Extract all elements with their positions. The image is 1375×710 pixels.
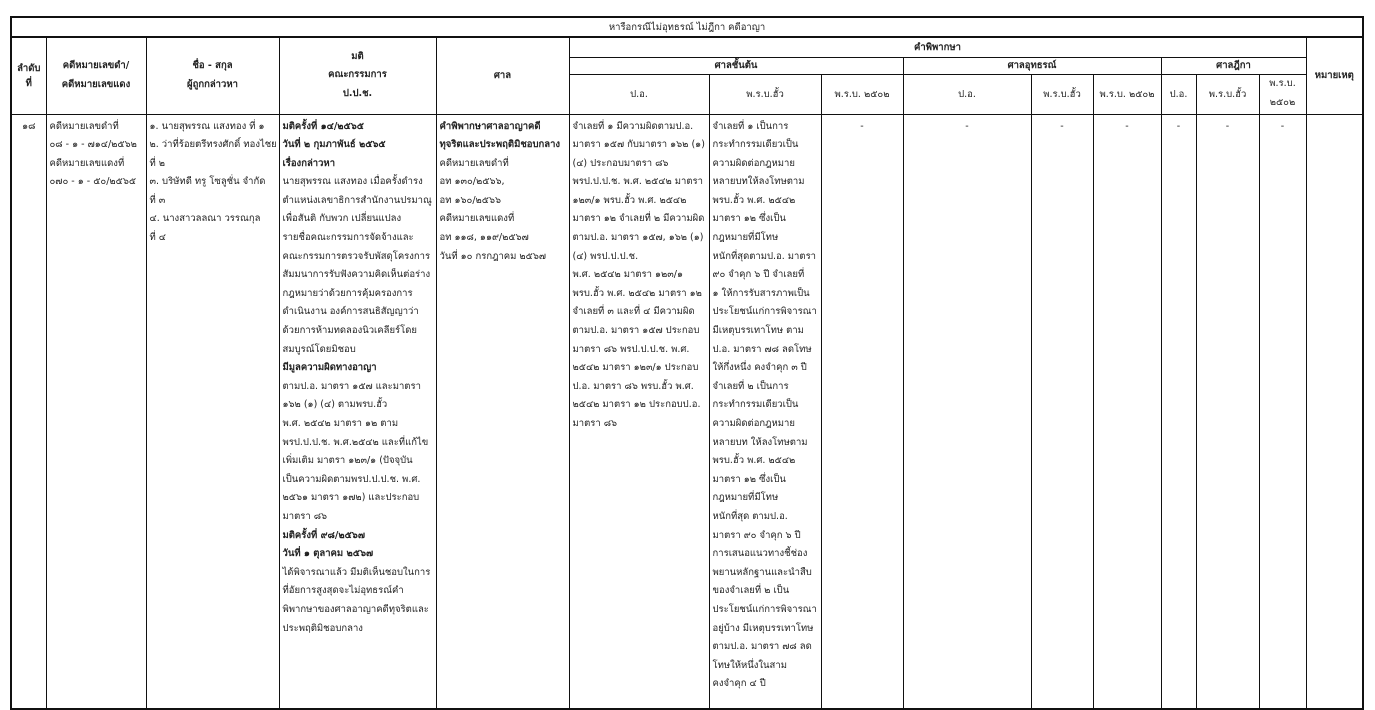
cell-names (146, 114, 279, 709)
text-line: วันที่ ๑๐ กรกฎาคม ๒๕๖๗ (439, 250, 547, 262)
text-line: ๑๒๓/๑ พรบ.ฮั้ว พ.ศ. ๒๕๔๒ (572, 194, 687, 206)
text-line: วันที่ ๒ กุมภาพันธ์ ๒๕๖๕ (282, 139, 386, 151)
header-appeal-court: ศาลอุทธรณ์ (903, 57, 1161, 74)
text-line: ๔. นางสาวลลณา วรรณกุล (149, 213, 261, 225)
header-supreme-po: ป.อ. (1161, 74, 1196, 114)
text-line: ป.อ. มาตรา ๗๘ ลดโทษ (712, 343, 812, 355)
text-line: พรบ.ฮั้ว พ.ศ. ๒๕๔๒ (712, 455, 796, 467)
text-line: ๒๕๖๑ มาตรา ๑๗๒) และประกอบ (282, 492, 420, 504)
text-line: กฎหมายที่มีโทษ (712, 232, 779, 244)
header-judgment: คำพิพากษา (569, 37, 1306, 57)
header-remarks: หมายเหตุ (1306, 37, 1363, 114)
text-line: อยู่บ้าง มีเหตุบรรเทาโทษ (712, 622, 814, 634)
text-line: เพื่อสันติ กับพวก เปลี่ยนแปลง (282, 213, 402, 225)
text-line: คดีหมายเลขแดงที่ (49, 157, 125, 169)
text-line: กระทำกรรมเดียวเป็น (712, 139, 799, 151)
cell-first-po (569, 114, 709, 709)
text-line: คดีหมายเลขดำที่ (49, 120, 119, 132)
text-line: ประโยชน์แก่การพิจารณา (712, 603, 817, 615)
cell-appeal-hua: - (1031, 114, 1093, 709)
cell-no: ๑๘ (11, 114, 46, 709)
header-appeal-po: ป.อ. (903, 74, 1031, 114)
cell-first-hua (709, 114, 821, 709)
header-resolution: มติ คณะกรรมการ ป.ป.ช. (279, 37, 436, 114)
text-line: ๑๖๒ (๑) (๔) ตามพรบ.ฮั้ว (282, 399, 388, 411)
header-supreme-2502: พ.ร.บ. ๒๕๐๒ (1259, 74, 1306, 114)
text-line: อท ๑๑๘, ๑๑๙/๒๕๖๗ (439, 232, 529, 244)
cell-appeal-2502: - (1093, 114, 1161, 709)
text-line: ๒๕๔๒ มาตรา ๑๒ ประกอบป.อ. (572, 399, 701, 411)
header-first-hua: พ.ร.บ.ฮั้ว (709, 74, 821, 114)
cell-supreme-2502: - (1259, 114, 1306, 709)
header-first-2502: พ.ร.บ. ๒๕๐๒ (821, 74, 903, 114)
text-line: มาตรา ๑๒ จำเลยที่ ๒ มีความผิด (572, 213, 705, 225)
text-line: ประโยชน์แก่การพิจารณา (712, 306, 817, 318)
header-court: ศาล (436, 37, 569, 114)
text-line: ดำเนินงาน องค์การสนธิสัญญาว่า (282, 306, 419, 318)
text-line: คำพิพากษาศาลอาญาคดี (439, 120, 541, 132)
text-line: กฎหมายที่มีโทษ (712, 492, 779, 504)
text-line: ๑. นายสุพรรณ แสงทอง ที่ ๑ (149, 120, 265, 132)
text-line: สัมมนาการรับฟังความคิดเห็นต่อร่าง (282, 269, 431, 281)
text-line: มาตรา ๑๕๗ กับมาตรา ๑๖๒ (๑) (572, 139, 705, 151)
cell-court (436, 114, 569, 709)
header-name: ชื่อ - สกุล ผู้ถูกกล่าวหา (146, 37, 279, 114)
text-line: ตามป.อ. มาตรา ๑๕๗, ๑๖๒ (๑) (572, 232, 704, 244)
text-line: พรป.ป.ป.ช. พ.ศ. ๒๕๔๒ มาตรา (572, 176, 703, 188)
text-line: ตามป.อ. มาตรา ๑๕๗ และมาตรา (282, 380, 421, 392)
text-line: มาตรา ๑๒ ซึ่งเป็น (712, 473, 786, 485)
text-line: ๙๐ จำคุก ๖ ปี จำเลยที่ (712, 269, 805, 281)
cell-supreme-po: - (1161, 114, 1196, 709)
header-first-po: ป.อ. (569, 74, 709, 114)
text-line: มีเหตุบรรเทาโทษ ตาม (712, 325, 804, 337)
text-line: ด้วยการห้ามทดลองนิวเคลียร์โดย (282, 325, 417, 337)
text-line: มติครั้งที่ ๑๔/๒๕๖๕ (282, 120, 364, 132)
text-line: ที่ ๓ (149, 194, 166, 206)
text-line: ที่ ๒ (149, 157, 166, 169)
text-line: ประพฤติมิชอบกลาง (282, 622, 363, 634)
header-first-court: ศาลชั้นต้น (569, 57, 903, 74)
text-line: หลายบท ให้ลงโทษตาม (712, 436, 808, 448)
text-line: มาตรา ๘๖ (572, 418, 618, 429)
text-line: คงจำคุก ๔ ปี (712, 678, 766, 690)
text-line: คณะกรรมการตรวจรับพัสดุโครงการ (282, 250, 431, 262)
text-line: พ.ศ. ๒๕๔๒ มาตรา ๑๒ ตาม (282, 418, 399, 429)
text-line: (๔) ประกอบมาตรา ๘๖ (572, 157, 669, 169)
text-line: อท ๑๓๐/๒๕๖๖, (439, 176, 505, 188)
text-line: พิพากษาของศาลอาญาคดีทุจริตและ (282, 603, 429, 615)
text-line: ตามป.อ. มาตรา ๑๕๗ ประกอบ (572, 325, 700, 337)
text-line: ๒. ว่าที่ร้อยตรีทรงศักดิ์ ทองไชย (149, 139, 277, 151)
header-no: ลำดับ ที่ (11, 37, 46, 114)
cell-resolution (279, 114, 436, 709)
text-line: คดีหมายเลขดำที่ (439, 157, 509, 169)
text-line: จำเลยที่ ๓ และที่ ๔ มีความผิด (572, 306, 695, 318)
text-line: มีมูลความผิดทางอาญา (282, 362, 377, 374)
table-row (11, 114, 1363, 709)
text-line: คดีหมายเลขแดงที่ (439, 213, 515, 225)
text-line: หนักที่สุด ตามป.อ. (712, 510, 788, 522)
text-line: เป็นความผิดตามพรป.ป.ป.ช. พ.ศ. (282, 473, 421, 485)
text-line: ๐๘ - ๑ - ๗๑๔/๒๕๖๒ (49, 139, 137, 151)
header-case-no: คดีหมายเลขดำ/ คดีหมายเลขแดง (46, 37, 146, 114)
table-title: หารือกรณีไม่อุทธรณ์ ไม่ฎีกา คดีอาญา (11, 17, 1363, 37)
text-line: กฎหมายว่าด้วยการคุ้มครองการ (282, 287, 413, 299)
header-supreme-court: ศาลฎีกา (1161, 57, 1306, 74)
text-line: โทษให้หนึ่งในสาม (712, 659, 787, 671)
text-line: ความผิดต่อกฎหมาย (712, 418, 795, 429)
text-line: มาตรา ๙๐ จำคุก ๖ ปี (712, 529, 801, 541)
text-line: วันที่ ๑ ตุลาคม ๒๕๖๗ (282, 548, 374, 560)
text-line: พยานหลักฐานและนำสืบ (712, 566, 812, 578)
text-line: มาตรา ๑๒ ซึ่งเป็น (712, 213, 786, 225)
text-line: จำเลยที่ ๒ เป็นการ (712, 380, 789, 392)
cell-first-2502: - (821, 114, 903, 709)
text-line: เรื่องกล่าวหา (282, 157, 336, 169)
text-line: พรบ.ฮั้ว พ.ศ. ๒๕๔๒ มาตรา ๑๒ (572, 287, 702, 299)
text-line: เพิ่มเติม มาตรา ๑๒๓/๑ (ปัจจุบัน (282, 455, 413, 467)
text-line: กระทำกรรมเดียวเป็น (712, 399, 799, 411)
text-line: พรป.ป.ป.ช. พ.ศ.๒๕๔๒ และที่แก้ไข (282, 436, 429, 448)
cell-appeal-po: - (903, 114, 1031, 709)
header-appeal-2502: พ.ร.บ. ๒๕๐๒ (1093, 74, 1161, 114)
text-line: จำเลยที่ ๑ เป็นการ (712, 120, 789, 132)
text-line: ทุจริตและประพฤติมิชอบกลาง (439, 139, 561, 151)
text-line: ตามป.อ. มาตรา ๗๘ ลด (712, 641, 812, 653)
cell-remarks (1306, 114, 1363, 709)
text-line: สมบูรณ์โดยมิชอบ (282, 343, 356, 355)
text-line: ๑ ให้การรับสารภาพเป็น (712, 287, 810, 299)
text-line: หนักที่สุดตามป.อ. มาตรา (712, 250, 817, 262)
text-line: หลายบทให้ลงโทษตาม (712, 176, 805, 188)
text-line: มาตรา ๘๖ (282, 510, 328, 522)
text-line: ที่อัยการสูงสุดจะไม่อุทธรณ์คำ (282, 585, 404, 597)
cell-supreme-hua: - (1196, 114, 1259, 709)
text-line: ๐๗๐ - ๑ - ๕๐/๒๕๖๕ (49, 176, 137, 188)
text-line: นายสุพรรณ แสงทอง เมื่อครั้งดำรง (282, 176, 423, 188)
text-line: การเสนอแนวทางชี้ช่อง (712, 548, 808, 560)
text-line: ของจำเลยที่ ๒ เป็น (712, 585, 790, 597)
text-line: จำเลยที่ ๑ มีความผิดตามป.อ. (572, 120, 694, 132)
text-line: มติครั้งที่ ๙๘/๒๕๖๗ (282, 529, 365, 541)
text-line: ได้พิจารณาแล้ว มีมติเห็นชอบในการ (282, 566, 431, 578)
text-line: (๔) พรป.ป.ป.ช. (572, 250, 639, 262)
case-table (10, 16, 1364, 710)
header-supreme-hua: พ.ร.บ.ฮั้ว (1196, 74, 1259, 114)
text-line: ความผิดต่อกฎหมาย (712, 157, 795, 169)
cell-case-no (46, 114, 146, 709)
text-line: พรบ.ฮั้ว พ.ศ. ๒๕๔๒ (712, 194, 796, 206)
text-line: พ.ศ. ๒๕๔๒ มาตรา ๑๒๓/๑ (572, 269, 684, 281)
text-line: ๒๕๔๒ มาตรา ๑๒๓/๑ ประกอบ (572, 362, 699, 374)
text-line: ให้กึ่งหนึ่ง คงจำคุก ๓ ปี (712, 362, 807, 374)
text-line: มาตรา ๘๖ พรป.ป.ป.ช. พ.ศ. (572, 343, 690, 355)
text-line: ตำแหน่งเลขาธิการสำนักงานปรมาณู (282, 194, 432, 206)
text-line: ป.อ. มาตรา ๘๖ พรบ.ฮั้ว พ.ศ. (572, 380, 694, 392)
text-line: ที่ ๔ (149, 232, 166, 244)
text-line: ๓. บริษัทดี ทรู โซลูชั่น จำกัด (149, 176, 266, 188)
text-line: รายชื่อคณะกรรมการจัดจ้างและ (282, 232, 414, 244)
header-appeal-hua: พ.ร.บ.ฮั้ว (1031, 74, 1093, 114)
text-line: อท ๑๖๐/๒๕๖๖ (439, 194, 502, 206)
